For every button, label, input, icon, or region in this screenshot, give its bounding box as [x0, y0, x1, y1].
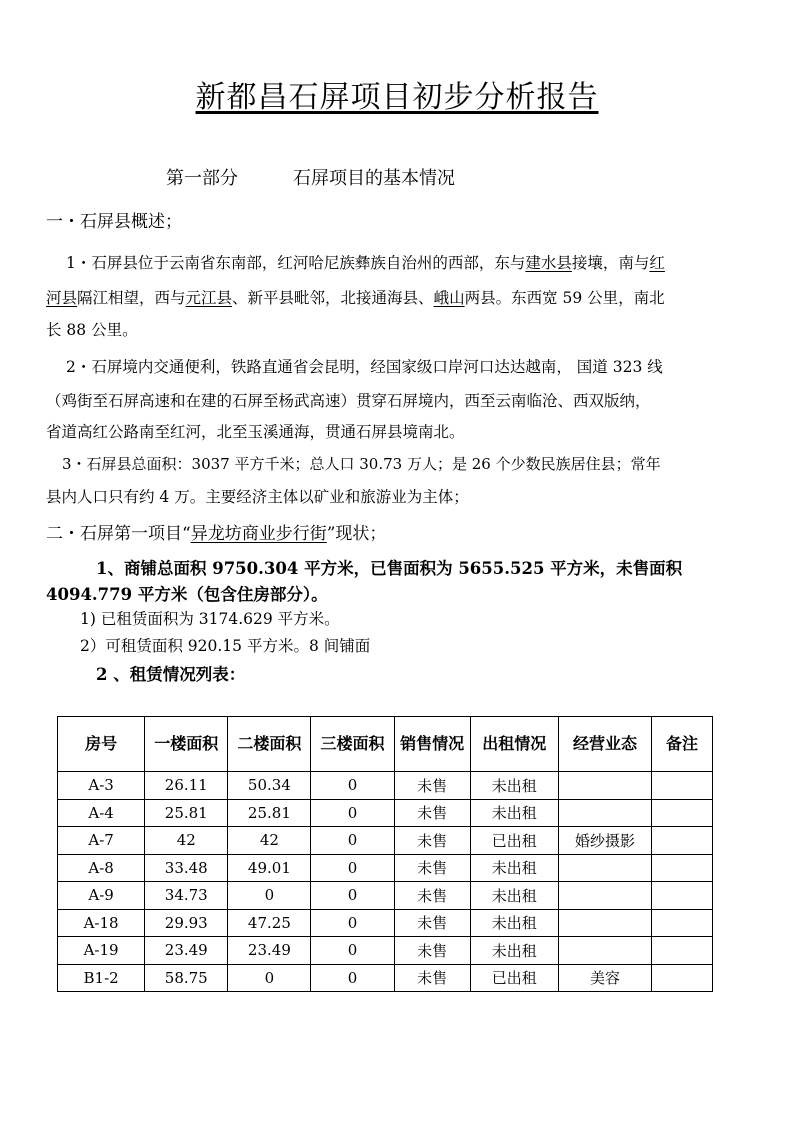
text: 两县。东西宽 59 公里，南北 [464, 289, 665, 307]
cell-rental-status: 未出租 [470, 909, 558, 937]
header-floor1-area: 一楼面积 [145, 717, 228, 772]
cell-floor1-area: 25.81 [145, 799, 228, 827]
cell-remarks [652, 882, 713, 910]
cell-business-type [558, 882, 651, 910]
header-room-no: 房号 [58, 717, 145, 772]
header-floor3-area: 三楼面积 [311, 717, 394, 772]
table-row [58, 964, 713, 992]
cell-business-type [558, 772, 651, 800]
cell-rental-status: 未出租 [470, 799, 558, 827]
section1-p3-line2: 县内人口只有约 4 万。主要经济主体以矿业和旅游业为主体； [46, 488, 469, 506]
cell-remarks [652, 937, 713, 965]
header-sales-status: 销售情况 [394, 717, 470, 772]
text: 接壤，南与 [571, 254, 650, 272]
cell-remarks [652, 799, 713, 827]
subitem-1: 1) 已租赁面积为 3174.629 平方米。 [80, 610, 340, 628]
section1-p1-line1 [66, 251, 665, 273]
cell-room-no: A-4 [58, 799, 145, 827]
part-label: 第一部分 [166, 168, 238, 189]
table-row [58, 772, 713, 800]
cell-room-no: A-7 [58, 827, 145, 855]
cell-floor1-area: 23.49 [145, 937, 228, 965]
cell-floor3-area: 0 [311, 964, 394, 992]
section1-p2-line3: 省道高红公路南至红河，北至玉溪通海，贯通石屏县境南北。 [46, 423, 465, 441]
cell-business-type [558, 799, 651, 827]
cell-room-no: A-9 [58, 882, 145, 910]
cell-floor1-area: 33.48 [145, 854, 228, 882]
cell-remarks [652, 772, 713, 800]
document-title: 新都昌石屏项目初步分析报告 [195, 80, 599, 115]
section1-p3-line1: 3・石屏县总面积：3037 平方千米；总人口 30.73 万人；是 26 个少数民族居住县；常年 [62, 455, 661, 473]
section1-p2-line2: （鸡街至石屏高速和在建的石屏至杨武高速）贯穿石屏境内，西至云南临沧、西双版纳， [46, 392, 651, 410]
cell-floor2-area: 0 [228, 964, 311, 992]
cell-business-type [558, 854, 651, 882]
link-honghe: 红 [649, 254, 665, 272]
section1-heading: 一・石屏县概述； [46, 212, 182, 232]
cell-floor1-area: 29.93 [145, 909, 228, 937]
item1-line2: 4094.779 平方米（包含住房部分）。 [46, 585, 328, 604]
cell-floor1-area: 58.75 [145, 964, 228, 992]
cell-floor1-area: 42 [145, 827, 228, 855]
cell-business-type: 婚纱摄影 [558, 827, 651, 855]
project-name: 异龙坊商业步行街 [190, 524, 327, 544]
cell-business-type [558, 937, 651, 965]
cell-rental-status: 未出租 [470, 882, 558, 910]
part-heading: 石屏项目的基本情况 [293, 168, 455, 189]
link-jianshui: 建水县 [525, 254, 572, 272]
cell-room-no: A-18 [58, 909, 145, 937]
cell-floor2-area: 49.01 [228, 854, 311, 882]
cell-sales-status: 未售 [394, 854, 470, 882]
cell-sales-status: 未售 [394, 964, 470, 992]
item1-line1: 1、商铺总面积 9750.304 平方米，已售面积为 5655.525 平方米，未售面积 [96, 559, 683, 578]
cell-floor3-area: 0 [311, 909, 394, 937]
cell-room-no: B1-2 [58, 964, 145, 992]
cell-sales-status: 未售 [394, 772, 470, 800]
cell-sales-status: 未售 [394, 799, 470, 827]
section1-p1-line3: 长 88 公里。 [46, 321, 138, 339]
cell-floor2-area: 42 [228, 827, 311, 855]
header-floor2-area: 二楼面积 [228, 717, 311, 772]
cell-floor3-area: 0 [311, 882, 394, 910]
cell-floor2-area: 23.49 [228, 937, 311, 965]
text: 1・石屏县位于云南省东南部，红河哈尼族彝族自治州的西部，东与 [66, 254, 526, 272]
cell-sales-status: 未售 [394, 909, 470, 937]
cell-rental-status: 已出租 [470, 827, 558, 855]
cell-room-no: A-8 [58, 854, 145, 882]
cell-business-type [558, 909, 651, 937]
subitem-2: 2）可租赁面积 920.15 平方米。8 间铺面 [80, 637, 371, 655]
cell-floor2-area: 50.34 [228, 772, 311, 800]
link-yuanjiang: 元江县 [185, 289, 233, 307]
section2-heading [46, 519, 386, 544]
cell-sales-status: 未售 [394, 882, 470, 910]
cell-rental-status: 未出租 [470, 854, 558, 882]
cell-floor3-area: 0 [311, 772, 394, 800]
table-row [58, 937, 713, 965]
cell-sales-status: 未售 [394, 827, 470, 855]
item2-heading: 2 、租赁情况列表： [96, 665, 246, 684]
table-row [58, 827, 713, 855]
link-honghe-cont: 河县 [46, 289, 78, 307]
text: 隔江相望，西与 [77, 289, 186, 307]
cell-floor3-area: 0 [311, 937, 394, 965]
cell-room-no: A-3 [58, 772, 145, 800]
header-remarks: 备注 [652, 717, 713, 772]
cell-sales-status: 未售 [394, 937, 470, 965]
cell-floor2-area: 0 [228, 882, 311, 910]
cell-remarks [652, 909, 713, 937]
cell-floor1-area: 26.11 [145, 772, 228, 800]
table-header-row [58, 717, 713, 772]
cell-remarks [652, 827, 713, 855]
table-row [58, 799, 713, 827]
cell-floor1-area: 34.73 [145, 882, 228, 910]
link-eshan: 峨山 [433, 289, 465, 307]
table-row [58, 854, 713, 882]
cell-floor3-area: 0 [311, 799, 394, 827]
cell-rental-status: 未出租 [470, 772, 558, 800]
cell-floor2-area: 47.25 [228, 909, 311, 937]
cell-business-type: 美容 [558, 964, 651, 992]
cell-remarks [652, 964, 713, 992]
rental-table [57, 716, 713, 992]
section1-p2-line1: 2・石屏境内交通便利，铁路直通省会昆明，经国家级口岸河口达达越南， 国道 323 线 [66, 358, 663, 376]
cell-floor3-area: 0 [311, 854, 394, 882]
text: 、新平县毗邻，北接通海县、 [232, 289, 434, 307]
header-business-type: 经营业态 [558, 717, 651, 772]
table-row [58, 909, 713, 937]
header-rental-status: 出租情况 [470, 717, 558, 772]
cell-floor3-area: 0 [311, 827, 394, 855]
text: ”现状； [326, 524, 387, 544]
section1-p1-line2 [46, 286, 665, 308]
cell-remarks [652, 854, 713, 882]
table-row [58, 882, 713, 910]
cell-room-no: A-19 [58, 937, 145, 965]
cell-floor2-area: 25.81 [228, 799, 311, 827]
text: 二・石屏第一项目“ [46, 524, 191, 544]
cell-rental-status: 未出租 [470, 937, 558, 965]
cell-rental-status: 已出租 [470, 964, 558, 992]
